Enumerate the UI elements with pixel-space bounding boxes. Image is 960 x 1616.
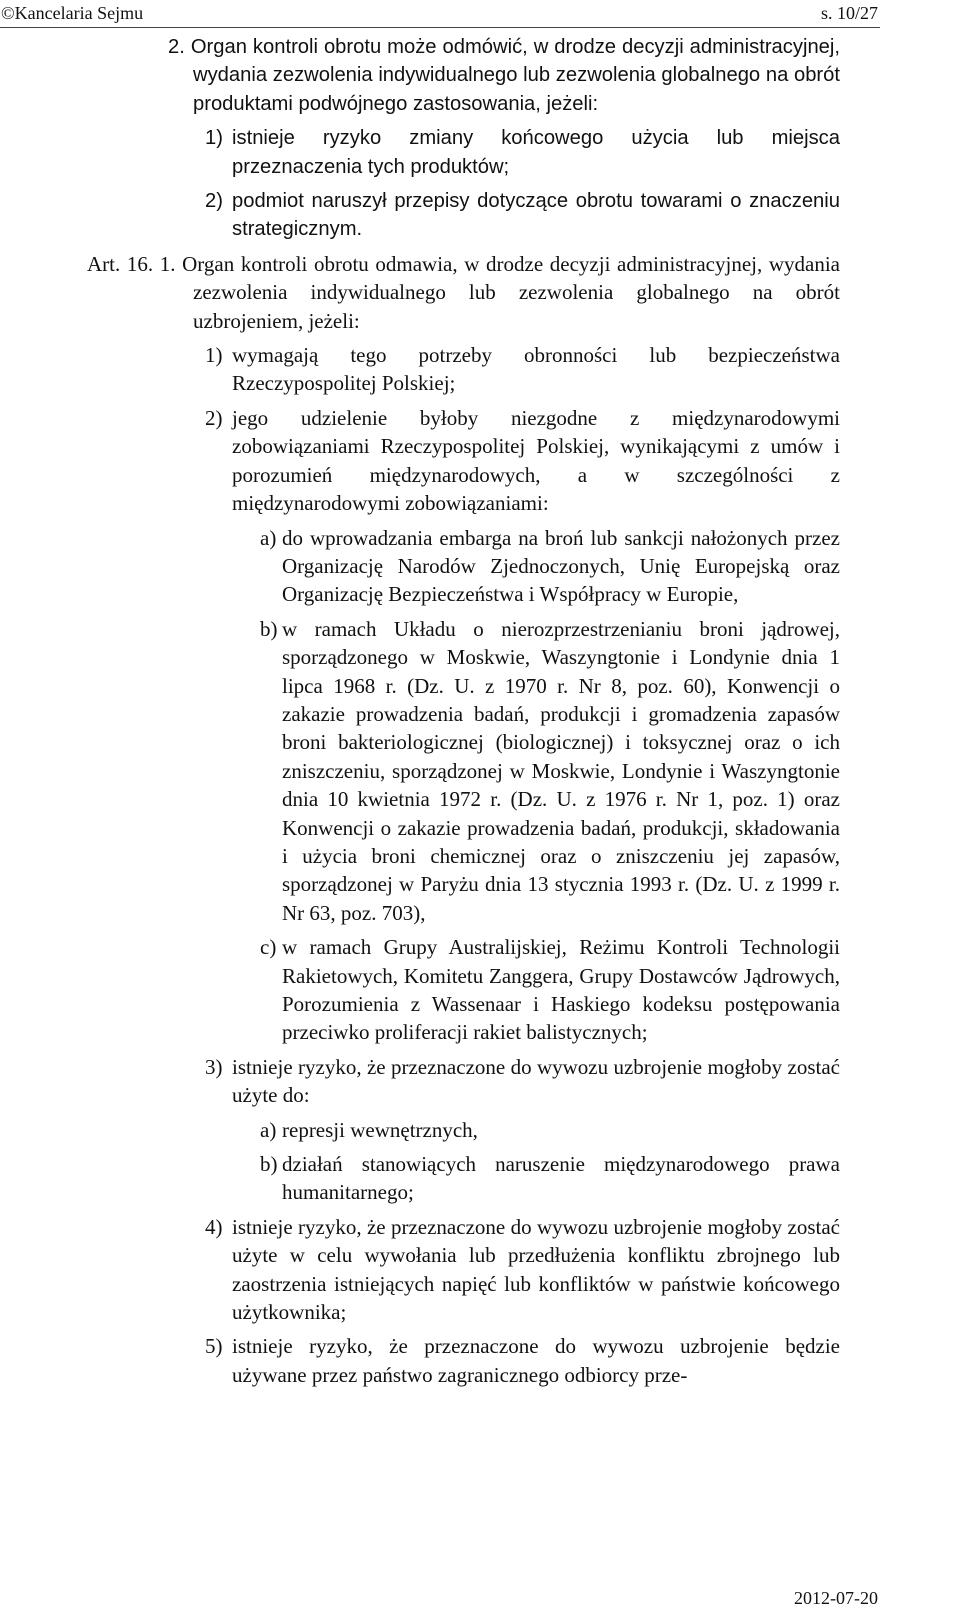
section-2-item-2 bbox=[205, 187, 840, 244]
art-16-item-5 bbox=[205, 1332, 840, 1389]
subitem-label: b) bbox=[260, 616, 278, 641]
item-label: 3) bbox=[205, 1054, 223, 1079]
item-label: 2) bbox=[205, 405, 223, 430]
subitem-label: a) bbox=[260, 1117, 277, 1142]
item-text: istnieje ryzyko, że przeznaczone do wywozu uzbrojenie mogłoby zostać użyte w celu wywołania lub przedłużenia konfliktu zbrojnego lub zaostrzenia istniejących napięć lub konfliktów w państwie końcowego użytkownika; bbox=[232, 1214, 840, 1325]
section-2-paragraph bbox=[168, 33, 841, 118]
footer-date: 2012-07-20 bbox=[794, 1588, 878, 1608]
copyright-text: ©Kancelaria Sejmu bbox=[1, 3, 144, 23]
article-text: Organ kontroli obrotu odmawia, w drodze decyzji administracyjnej, wydania zezwolenia indywidualnego lub zezwolenia globalnego na obrót uzbrojeniem, jeżeli: bbox=[182, 251, 840, 333]
art-16-item-2-b bbox=[260, 615, 840, 927]
item-text: wymagają tego potrzeby obronności lub bezpieczeństwa Rzeczypospolitej Polskiej; bbox=[232, 343, 840, 396]
section-2-text: Organ kontroli obrotu może odmówić, w drodze decyzji administracyjnej, wydania zezwolenia indywidualnego lub zezwolenia globalnego na obrót produktami podwójnego zastosowania, jeżeli: bbox=[190, 36, 841, 115]
art-16-item-2 bbox=[205, 404, 840, 518]
item-label: 4) bbox=[205, 1214, 223, 1239]
item-label: 5) bbox=[205, 1334, 223, 1359]
item-label: 1) bbox=[205, 343, 223, 368]
art-16-item-3 bbox=[205, 1053, 840, 1110]
item-text: jego udzielenie byłoby niezgodne z międzynarodowymi zobowiązaniami Rzeczypospolitej Polskiej, wynikającymi z umów i porozumień międzynarodowych, a w szczególności z międzynarodowymi zobowiązaniami: bbox=[232, 405, 840, 516]
art-16-item-2-c bbox=[260, 933, 840, 1047]
item-label: 2) bbox=[205, 190, 223, 213]
item-text: istnieje ryzyko, że przeznaczone do wywozu uzbrojenie mogłoby zostać użyte do: bbox=[232, 1054, 840, 1108]
page-header bbox=[0, 0, 960, 30]
page-number: s. 10/27 bbox=[820, 3, 878, 23]
item-text: podmiot naruszył przepisy dotyczące obrotu towarami o znaczeniu strategicznym. bbox=[232, 190, 840, 241]
subitem-text: do wprowadzania embarga na broń lub sankcji nałożonych przez Organizację Narodów Zjednoczonych, Unię Europejską oraz Organizację Bezpieczeństwa i Współpracy w Europie, bbox=[282, 525, 840, 607]
item-text: istnieje ryzyko, że przeznaczone do wywozu uzbrojenie będzie używane przez państwo zagranicznego odbiorcy prze- bbox=[232, 1334, 840, 1387]
subitem-text: działań stanowiących naruszenie międzynarodowego prawa humanitarnego; bbox=[282, 1152, 840, 1205]
item-label: 1) bbox=[205, 127, 223, 150]
subitem-text: w ramach Układu o nierozprzestrzenianiu broni jądrowej, sporządzonego w Moskwie, Waszyngtonie i Londynie dnia 1 lipca 1968 r. (Dz. U. z 1970 r. Nr 8, poz. 60), Konwencji o zakazie prowadzenia badań, produkcji i gromadzenia zapasów broni bakteriologicznej (biologicznej) i toksycznej oraz o ich zniszczeniu, sporządzonej w Moskwie, Londynie i Waszyngtonie dnia 10 kwietnia 1972 r. (Dz. U. z 1976 r. Nr 1, poz. 1) oraz Konwencji o zakazie prowadzenia badań, produkcji, składowania i użycia broni chemicznej oraz o zniszczeniu jej zapasów, sporządzonej w Paryżu dnia 13 stycznia 1993 r. (Dz. U. z 1999 r. Nr 63, poz. 703), bbox=[282, 616, 840, 925]
art-16-item-4 bbox=[205, 1213, 840, 1327]
subitem-text: represji wewnętrznych, bbox=[282, 1117, 478, 1142]
subitem-label: a) bbox=[260, 525, 277, 550]
art-16-item-2-a bbox=[260, 524, 840, 609]
art-16-paragraph bbox=[87, 250, 840, 335]
article-label: Art. 16. 1. bbox=[87, 251, 176, 276]
art-16-item-1 bbox=[205, 341, 840, 398]
subitem-text: w ramach Grupy Australijskiej, Reżimu Kontroli Technologii Rakietowych, Komitetu Zanggera, Grupy Dostawców Jądrowych, Porozumienia z Wassenaar i Haskiego kodeksu postępowania przeciwko proliferacji rakiet balistycznych; bbox=[282, 935, 840, 1045]
section-2-item-1 bbox=[205, 124, 840, 181]
subitem-label: c) bbox=[260, 935, 277, 960]
art-16-item-3-b bbox=[260, 1150, 840, 1207]
art-16-item-3-a bbox=[260, 1116, 840, 1144]
header-rule bbox=[0, 27, 880, 28]
subitem-label: b) bbox=[260, 1152, 278, 1177]
section-2-label: 2. bbox=[168, 36, 185, 58]
item-text: istnieje ryzyko zmiany końcowego użycia lub miejsca przeznaczenia tych produktów; bbox=[232, 127, 840, 178]
document-body bbox=[0, 33, 960, 1389]
